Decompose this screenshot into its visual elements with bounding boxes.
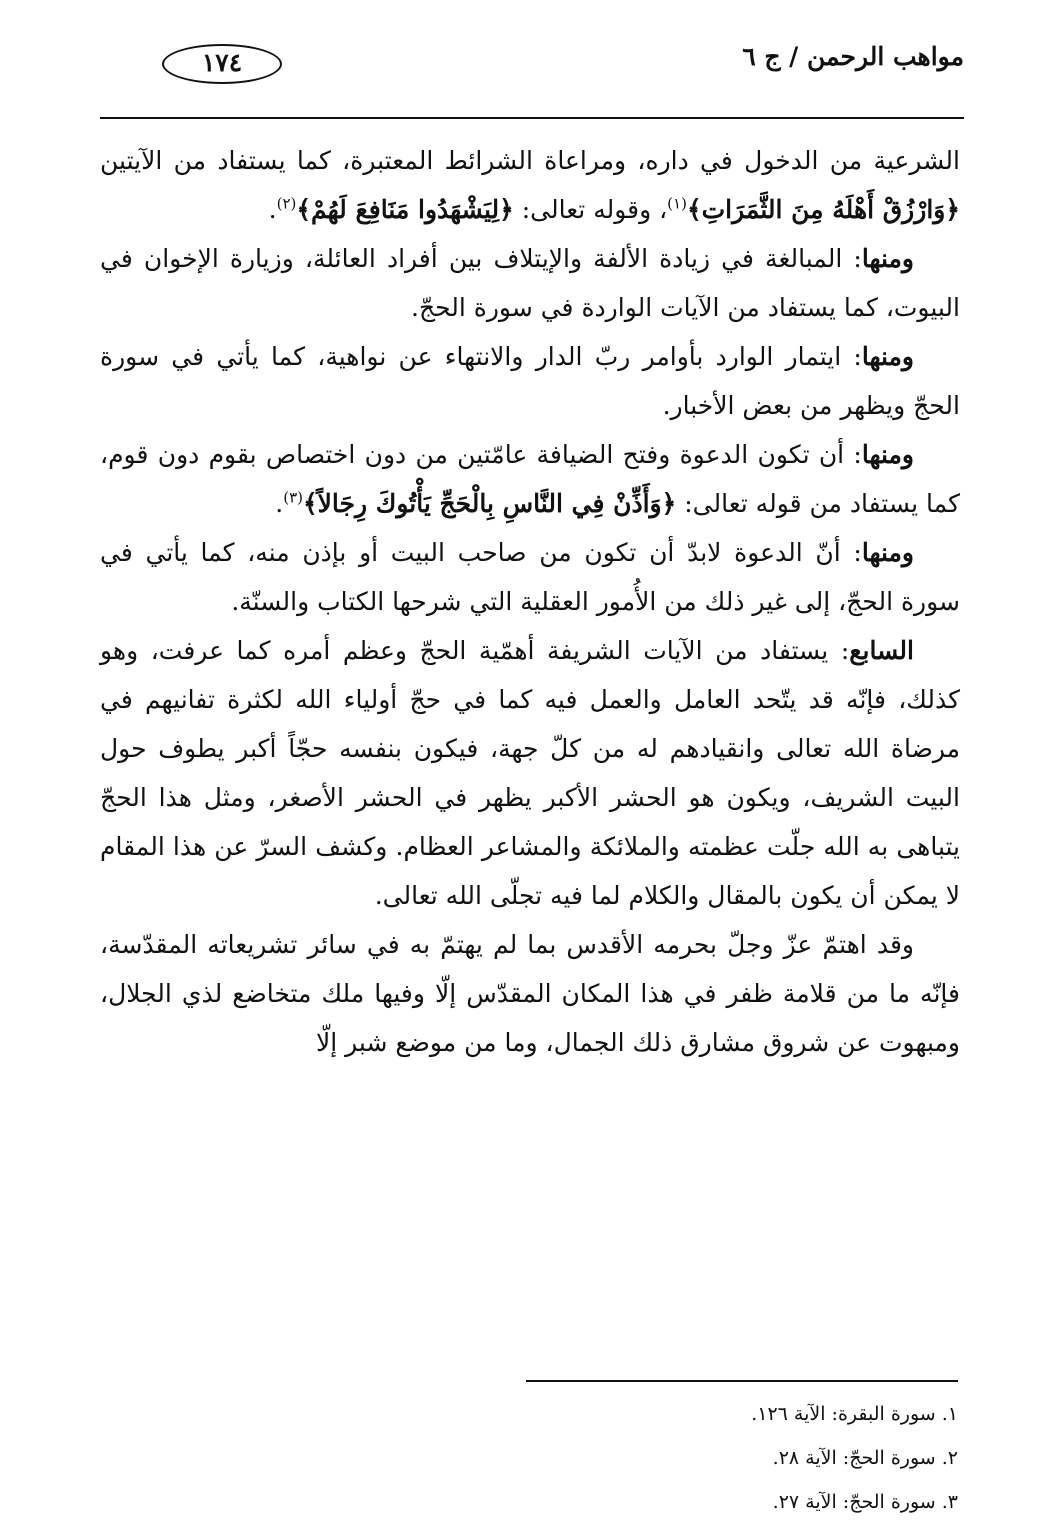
paragraph-4 [100,430,960,528]
quran-verse-2: ﴿لِيَشْهَدُوا مَنَافِعَ لَهُمْ﴾ [296,195,514,224]
footnote-3: ٣. سورة الحجّ: الآية ٢٧. [772,1491,958,1513]
p6-text: : يستفاد من الآيات الشريفة أهمّية الحجّ وعظم أمره كما عرفت، وهو كذلك، فإنّه قد يتّحد العامل والعمل فيه كما في حجّ أولياء الله لكثرة تفانيهم في مرضاة الله تعالى وانقيادهم له من كلّ جهة، فيكون بنفسه حجّاً أكبر يطوف حول البيت الشريف، ويكون هو الحشر الأكبر يظهر في الحشر الأصغر، ومثل هذا الحجّ يتباهى به الله جلّت عظمته والملائكة والمشاعر العظام. وكشف السرّ عن هذا المقام لا يمكن أن يكون بالمقال والكلام لما فيه تجلّى الله تعالى. [100,636,960,910]
p2-text: : المبالغة في زيادة الألفة والإيتلاف بين أفراد العائلة، وزيارة الإخوان في البيوت، كما يستفاد من الآيات الواردة في سورة الحجّ. [100,244,960,322]
p2-lead: ومنها [861,244,914,273]
p1-text-c: . [268,195,277,224]
paragraph-7 [100,920,960,1067]
paragraph-2 [100,234,960,332]
footnote-ref-3: (٣) [283,488,303,507]
paragraph-1 [100,136,960,234]
p5-lead: ومنها [861,538,914,567]
paragraph-5 [100,528,960,626]
p7-text: وقد اهتمّ عزّ وجلّ بحرمه الأقدس بما لم يهتمّ به في سائر تشريعاته المقدّسة، فإنّه ما من قلامة ظفر في هذا المكان المقدّس إلّا وفيها ملك متخاضع لذي الجلال، ومبهوت عن شروق مشارق ذلك الجمال، وما من موضع شبر إلّا [100,930,960,1057]
quran-verse-3: ﴿وَأَذِّنْ فِي النَّاسِ بِالْحَجِّ يَأْتُوكَ رِجَالاً﴾ [302,489,677,518]
paragraph-3 [100,332,960,430]
footnote-ref-2: (٢) [276,194,297,213]
footnote-ref-1: (١) [667,194,687,213]
p4-text-a: : أن تكون الدعوة وفتح الضيافة عامّتين من دون اختصاص بقوم دون قوم، كما يستفاد من قوله تعالى: [100,440,960,518]
p6-lead: السابع [849,636,914,665]
paragraph-6 [100,626,960,920]
p4-text-b: . [275,489,284,518]
footnote-rule [526,1380,958,1382]
p1-text-b: ، وقوله تعالى: [513,195,668,224]
p3-lead: ومنها [861,342,914,371]
quran-verse-1: ﴿وَارْزُقْ أَهْلَهُ مِنَ الثَّمَرَاتِ﴾ [686,195,960,224]
p1-text-a: الشرعية من الدخول في داره، ومراعاة الشرائط المعتبرة، كما يستفاد من الآيتين [100,146,960,175]
p5-text: : أنّ الدعوة لابدّ أن تكون من صاحب البيت أو بإذن منه، كما يأتي في سورة الحجّ، إلى غير ذلك من الأُمور العقلية التي شرحها الكتاب والسنّة. [100,538,960,616]
body-text [100,136,960,1067]
footnote-1: ١. سورة البقرة: الآية ١٢٦. [751,1403,958,1425]
footnotes [100,1392,958,1524]
header-rule [100,117,964,119]
p4-lead: ومنها [861,440,914,469]
footnote-2: ٢. سورة الحجّ: الآية ٢٨. [772,1447,958,1469]
running-title: مواهب الرحمن / ج ٦ [742,42,964,71]
page-number: ١٧٤ [162,44,282,84]
p3-text: : ايتمار الوارد بأوامر ربّ الدار والانتهاء عن نواهية، كما يأتي في سورة الحجّ ويظهر من بعض الأخبار. [100,342,960,420]
page-header [100,38,964,88]
